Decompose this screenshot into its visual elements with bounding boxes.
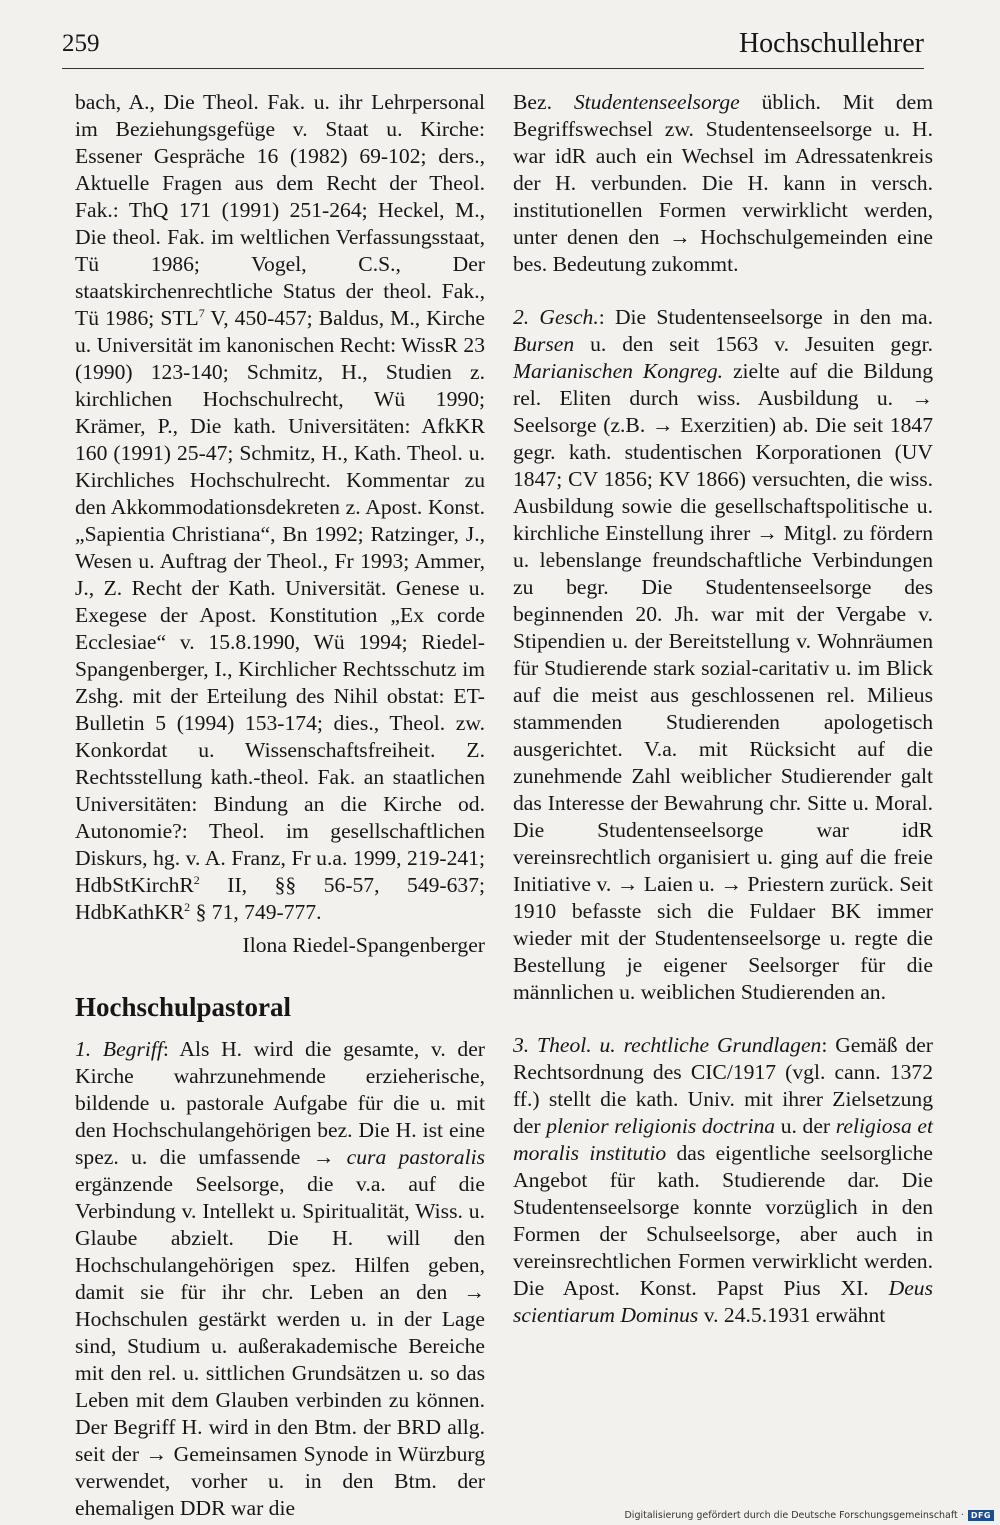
italic-term: plenior religionis doctrina	[546, 1114, 776, 1138]
author-signature: Ilona Riedel-Spangenberger	[242, 933, 485, 957]
section-text: Bez.	[513, 90, 574, 114]
italic-term: Studentenseelsorge	[573, 90, 740, 114]
section-begriff	[75, 1036, 485, 1522]
section-text: ergänzende Seelsorge, die v.a. auf die Verbindung v. Intellekt u. Spiritualität, Wiss. u. Glaube abzielt. Die H. will den Hochschulangehörigen spez. Hilfen geben, damit sie für ihr chr. Leben an den → Hochschulen gestärkt werden u. in der Lage sind, Studium u. außerakademische Bereiche mit den rel. u. sittlichen Grundsätzen u. so das Leben mit dem Glauben verbinden zu können. Der Begriff H. wird in den Btm. der BRD allg. seit der → Gemeinsamen Synode in Würzburg verwendet, vorher u. in den Btm. der ehemaligen DDR war die	[75, 1172, 485, 1520]
section-text: u. den seit 1563 v. Jesuiten gegr.	[574, 332, 933, 356]
section-begriff-continued	[513, 89, 933, 278]
italic-term: Bursen	[513, 332, 575, 356]
dfg-logo: DFG	[968, 1510, 994, 1521]
credit-text: Digitalisierung gefördert durch die Deutsche Forschungsgemeinschaft ·	[624, 1510, 964, 1521]
running-head: Hochschullehrer	[738, 28, 924, 59]
superscript: 2	[193, 872, 200, 887]
bibliography-text: II, §§ 56-57, 549-637; HdbKathKR	[75, 873, 485, 924]
section-geschichte	[513, 304, 933, 1006]
section-text: : Gemäß der Rechtsordnung des CIC/1917 (vgl. cann. 1372 ff.) stellt die kath. Univ. mit ihrer Zielsetzung der	[513, 1033, 934, 1138]
section-text: v. 24.5.1931 erwähnt	[698, 1303, 886, 1327]
page-number: 259	[62, 30, 100, 57]
section-text: u. der	[775, 1114, 836, 1138]
header-rule	[62, 68, 924, 69]
section-heading: 1. Begriff	[75, 1037, 163, 1061]
left-column	[75, 89, 485, 1522]
section-text: : Die Studentenseelsorge in den ma.	[598, 305, 933, 329]
right-column	[513, 89, 933, 1329]
section-heading: 3. Theol. u. rechtliche Grundlagen	[513, 1033, 822, 1057]
section-heading: 2. Gesch.	[513, 305, 599, 329]
digitization-credit	[624, 1510, 994, 1521]
bibliography-text: § 71, 749-777.	[190, 900, 322, 924]
section-text: : Als H. wird die gesamte, v. der Kirche wahrzunehmende erzieherische, bildende u. pastorale Aufgabe für die u. mit den Hochschulangehörigen bez. Die H. ist eine spez. u. die umfassende →	[75, 1037, 486, 1169]
superscript: 7	[198, 305, 205, 320]
italic-term: Deus scientiarum Dominus	[513, 1276, 933, 1327]
bibliography	[75, 89, 485, 926]
italic-term: Marianischen Kongreg.	[513, 359, 724, 383]
superscript: 2	[184, 899, 191, 914]
bibliography-text: bach, A., Die Theol. Fak. u. ihr Lehrpersonal im Beziehungsgefüge v. Staat u. Kirche: Essener Gespräche 16 (1982) 69-102; ders., Aktuelle Fragen aus dem Recht der Theol. Fak.: ThQ 171 (1991) 251-264; Heckel, M., Die theol. Fak. im weltlichen Verfassungsstaat, Tü 1986; Vogel, C.S., Der staatskirchenrechtliche Status der theol. Fak., Tü 1986; STL	[75, 90, 485, 330]
bibliography-text: V, 450-457; Baldus, M., Kirche u. Universität im kanonischen Recht: WissR 23 (1990) 123-140; Schmitz, H., Studien z. kirchlichen Hochschulrecht, Wü 1990; Krämer, P., Die kath. Universitäten: AfkKR 160 (1991) 25-47; Schmitz, H., Kath. Theol. u. Kirchliches Hochschulrecht. Kommentar zu den Akkommodationsdekreten z. Apost. Konst. „Sapientia Christiana“, Bn 1992; Ratzinger, J., Wesen u. Auftrag der Theol., Fr 1993; Ammer, J., Z. Recht der Kath. Universität. Genese u. Exegese der Apost. Konstitution „Ex corde Ecclesiae“ v. 15.8.1990, Wü 1994; Riedel-Spangenberger, I., Kirchlicher Rechtsschutz im Zshg. mit der Erteilung des Nihil obstat: ET-Bulletin 5 (1994) 153-174; dies., Theol. zw. Konkordat u. Wissenschaftsfreiheit. Z. Rechtsstellung kath.-theol. Fak. an staatlichen Universitäten: Bindung an die Kirche od. Autonomie?: Theol. im gesellschaftlichen Diskurs, hg. v. A. Franz, Fr u.a. 1999, 219-241; HdbStKirchR	[75, 306, 485, 897]
section-text: zielte auf die Bildung rel. Eliten durch wiss. Ausbildung u. → Seelsorge (z.B. → Exerzitien) ab. Die seit 1847 gegr. kath. studentischen Korporationen (UV 1847; CV 1856; KV 1866) versuchten, die wiss. Ausbildung sowie die gesellschaftspolitische u. kirchliche Einstellung ihrer → Mitgl. zu fördern u. lebenslange freundschaftliche Verbindungen zu begr. Die Studentenseelsorge des beginnenden 20. Jh. war mit der Vergabe v. Stipendien u. der Bereitstellung v. Wohnräumen für Studierende stark sozial-caritativ u. im Blick auf die meist aus geschlossenen rel. Milieus stammenden Studierenden apologetisch ausgerichtet. V.a. mit Rücksicht auf die zunehmende Zahl weiblicher Studierender galt das Interesse der Bewahrung chr. Sitte u. Moral. Die Studentenseelsorge war idR vereinsrechtlich organisiert u. ging auf die freie Initiative v. → Laien u. → Priestern zurück. Seit 1910 befasste sich die Fuldaer BK immer wieder mit der Studentenseelsorge u. regte die Bestellung je eigener Seelsorger für die männlichen u. weiblichen Studierenden an.	[513, 359, 933, 1004]
section-text: das eigentliche seelsorgliche Angebot für kath. Studierende dar. Die Studentenseelsorge konnte vorzüglich in den Formen der Schulseelsorge, aber auch in vereinsrechtlichen Formen verwirklicht werden. Die Apost. Konst. Papst Pius XI.	[513, 1141, 933, 1300]
italic-term: cura pastoralis	[346, 1145, 485, 1169]
italic-term: religiosa et moralis institutio	[513, 1114, 933, 1165]
section-text: üblich. Mit dem Begriffswechsel zw. Studentenseelsorge u. H. war idR auch ein Wechsel im Adressatenkreis der H. verbunden. Die H. kann in versch. institutionellen Formen verwirklicht werden, unter denen den → Hochschulgemeinden eine bes. Bedeutung zukommt.	[513, 90, 933, 276]
section-grundlagen	[513, 1032, 933, 1329]
article-title: Hochschulpastoral	[75, 992, 292, 1022]
